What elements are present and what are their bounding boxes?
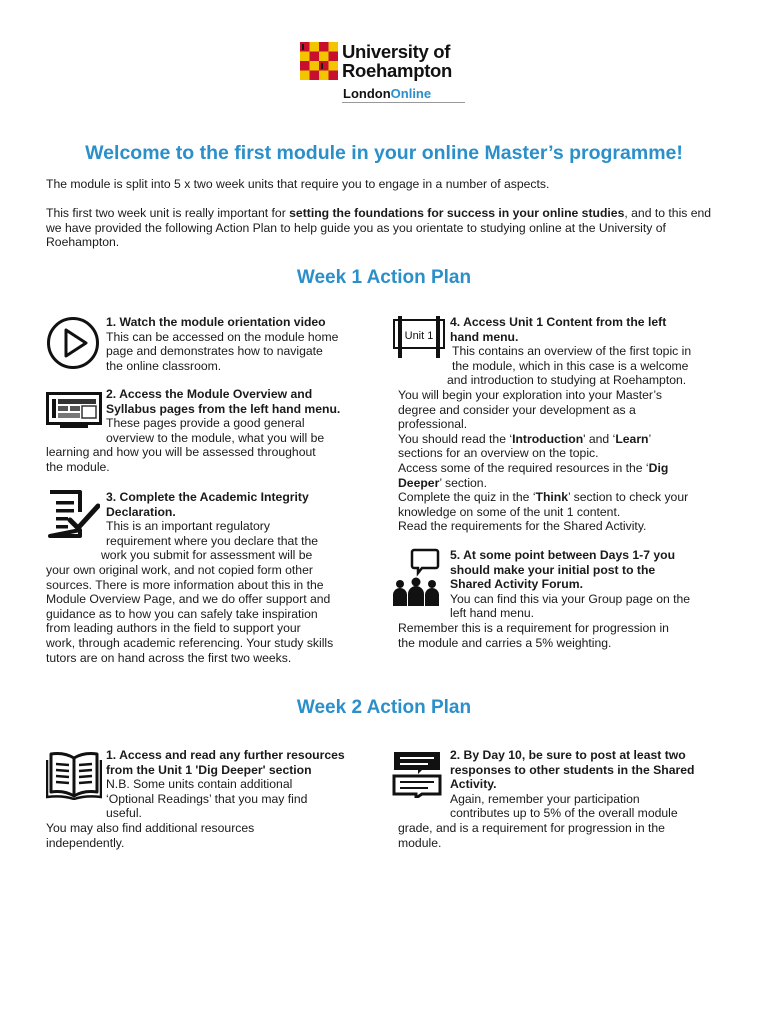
text-run: ’ section. — [439, 475, 487, 490]
item-heading: 4. Access Unit 1 Content from the left — [450, 315, 667, 329]
item-text: page and demonstrates how to navigate — [106, 344, 323, 359]
item-text: You will begin your exploration into your Master’s — [398, 387, 662, 402]
item-text: work you submit for assessment will be — [101, 548, 313, 563]
bold-run: Learn — [615, 431, 649, 446]
item-text: contributes up to 5% of the overall module — [450, 806, 678, 821]
unit-sign-label: Unit 1 — [404, 330, 434, 342]
p2-text-after: , and to this end we have provided the following Action Plan to help guide you as you orientate to studying online at the University of Roehampton. — [46, 206, 712, 250]
item-text: requirement where you declare that the — [106, 533, 319, 548]
play-video-icon — [46, 316, 100, 370]
text-run: Access some of the required resources in the ‘ — [398, 460, 649, 475]
item-text: overview to the module, what you will be — [106, 430, 325, 445]
item-text: This is an important regulatory — [106, 519, 270, 534]
week-1-heading: Week 1 Action Plan — [296, 267, 472, 288]
week1-item-3 — [46, 490, 376, 665]
text-run: Complete the quiz in the ‘ — [398, 490, 536, 505]
item-heading: should make your initial post to the — [450, 562, 656, 577]
item-text: learning and how you will be assessed throughout — [46, 445, 316, 460]
item-text: the online classroom. — [106, 358, 222, 373]
item-text: These pages provide a good general — [106, 416, 305, 431]
text-run: ’ section to check your — [568, 490, 689, 505]
intro-paragraph: The module is split into 5 x two week units that require you to engage in a number of aspects. — [46, 177, 550, 191]
bold-run: Deeper — [398, 475, 440, 490]
item-text: professional. — [398, 417, 468, 432]
item-text: your own original work, and not copied form other — [46, 562, 313, 577]
week1-item-4 — [398, 315, 728, 534]
item-text: This can be accessed on the module home — [106, 329, 339, 344]
item-text: You can find this via your Group page on the — [450, 591, 691, 606]
item-text: the module and carries a 5% weighting. — [398, 635, 612, 650]
item-text: grade, and is a requirement for progression in the — [398, 820, 665, 835]
item-text: This contains an overview of the first topic in — [452, 344, 692, 359]
item-text: module. — [398, 835, 442, 850]
university-logo — [300, 42, 470, 104]
welcome-heading: Welcome to the first module in your online Master’s programme! — [85, 142, 683, 164]
logo-line-2: Roehampton — [342, 60, 453, 81]
item-text: tutors are on hand across the first two weeks. — [46, 650, 292, 665]
p2-bold: setting the foundations for success in your online studies — [289, 206, 625, 220]
item-text — [398, 461, 728, 476]
item-text: work, through academic referencing. Your study skills — [46, 635, 334, 650]
item-text: left hand menu. — [450, 606, 535, 621]
item-text: knowledge on some of the unit 1 content. — [398, 504, 621, 519]
week-2-heading: Week 2 Action Plan — [296, 697, 472, 718]
item-text: Again, remember your participation — [450, 791, 640, 806]
week1-item-2 — [46, 387, 366, 475]
item-heading: responses to other students in the Shared — [450, 762, 695, 777]
item-text: sources. There is more information about this in the — [46, 577, 324, 592]
bold-run: Think — [535, 490, 569, 505]
week2-item-1 — [46, 748, 376, 850]
text-run: You should read the ‘ — [398, 431, 513, 446]
item-text: from leading authors in the field to support your — [46, 621, 301, 636]
item-heading: Declaration. — [106, 504, 176, 519]
item-text: useful. — [106, 806, 142, 821]
item-text: N.B. Some units contain additional — [106, 777, 293, 792]
item-heading: 2. By Day 10, be sure to post at least two — [450, 748, 686, 762]
item-heading: 3. Complete the Academic Integrity — [106, 490, 309, 504]
foundations-paragraph — [46, 206, 726, 250]
item-text: degree and consider your development as a — [398, 402, 636, 417]
item-heading: Shared Activity Forum. — [450, 577, 583, 592]
item-heading: Syllabus pages from the left hand menu. — [106, 401, 341, 416]
item-text: guidance as to how you can safely take inspiration — [46, 606, 318, 621]
item-heading: 5. At some point between Days 1-7 you — [450, 548, 676, 562]
item-text: the module. — [46, 459, 110, 474]
item-text — [398, 476, 728, 491]
week2-item-2 — [398, 748, 728, 850]
bold-run: Dig — [648, 460, 669, 475]
week1-item-1 — [106, 315, 386, 373]
item-text: You may also find additional resources — [46, 820, 255, 835]
item-heading: 1. Watch the module orientation video — [106, 315, 326, 329]
week1-item-5 — [398, 548, 728, 650]
item-heading: 1. Access and read any further resources — [106, 748, 345, 762]
logo-underline — [342, 102, 465, 103]
item-heading: from the Unit 1 'Dig Deeper' section — [106, 762, 312, 777]
item-text: and introduction to studying at Roehampton. — [447, 373, 687, 388]
logo-subtitle — [343, 86, 431, 101]
item-text: Module Overview Page, and we do offer support and — [46, 592, 331, 607]
item-heading: hand menu. — [450, 329, 519, 344]
text-run: ’ — [648, 431, 652, 446]
item-text: the module, which in this case is a welcome — [452, 358, 689, 373]
item-heading: 2. Access the Module Overview and — [106, 387, 313, 401]
item-text — [398, 490, 728, 505]
logo-online: Online — [390, 86, 432, 101]
logo-london: London — [343, 86, 391, 101]
logo-line-1: University of — [342, 41, 451, 62]
item-text: ‘Optional Readings’ that you may find — [106, 791, 308, 806]
text-run: ' and ‘ — [583, 431, 616, 446]
university-name — [342, 42, 452, 80]
item-text: Read the requirements for the Shared Activity. — [398, 519, 647, 534]
item-text: independently. — [46, 835, 125, 850]
item-heading: Activity. — [450, 777, 497, 792]
item-text — [398, 432, 728, 447]
item-text: sections for an overview on the topic. — [398, 446, 599, 461]
crest-icon — [300, 42, 338, 80]
p2-text-before: This first two week unit is really important for — [46, 206, 290, 220]
item-text: Remember this is a requirement for progression in — [398, 620, 669, 635]
bold-run: Introduction — [512, 431, 584, 446]
